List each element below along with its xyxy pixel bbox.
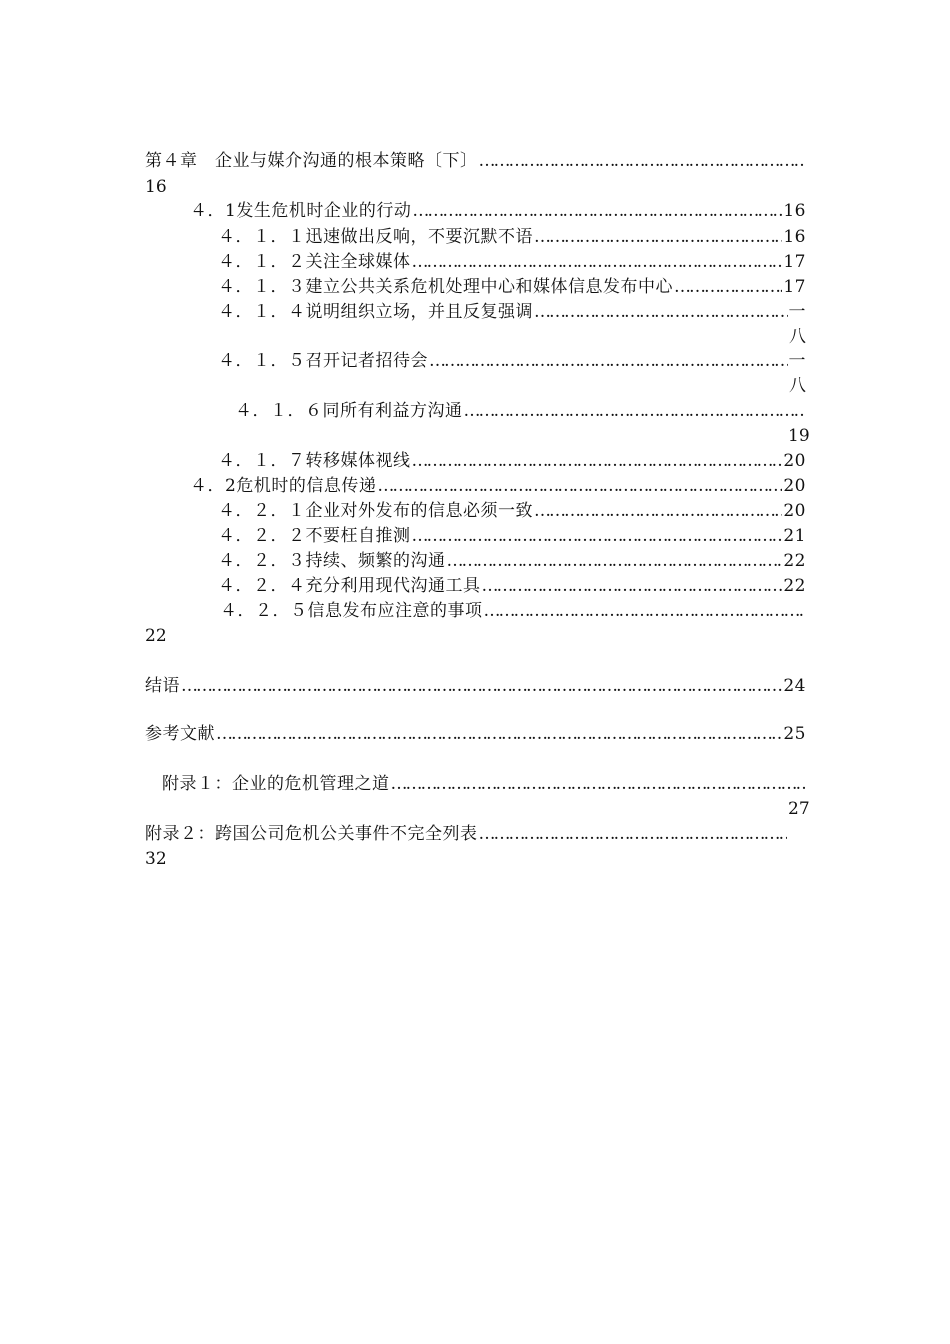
toc-entry-title: 第４章 企业与媒介沟通的根本策略〔下〕 (145, 151, 478, 171)
toc-page-number: 19 (788, 426, 810, 446)
toc-entry-title: 附录１：企业的危机管理之道 (162, 774, 390, 794)
toc-leader-dots (674, 276, 782, 298)
toc-page-number: 24 (783, 676, 806, 696)
toc-entry-4-2-3[interactable] (218, 550, 806, 572)
toc-page-number: 一 (788, 302, 806, 322)
toc-page-number: 22 (783, 576, 806, 596)
toc-page-number: 21 (783, 526, 806, 546)
toc-page-number-continued: 八 (789, 376, 806, 396)
toc-entry-title: ４．２．１企业对外发布的信息必须一致 (218, 501, 533, 521)
toc-entry-4-2-4[interactable] (218, 575, 806, 597)
toc-page-number: 22 (783, 551, 806, 571)
toc-leader-dots (484, 600, 806, 622)
toc-entry-title: ４．１．３建立公共关系危机处理中心和媒体信息发布中心 (218, 277, 673, 297)
toc-entry-4-2[interactable] (190, 475, 806, 497)
toc-page-number: 27 (788, 799, 810, 819)
toc-entry-title: 参考文献 (145, 724, 215, 744)
toc-entry-conclusion[interactable] (145, 675, 806, 697)
toc-leader-dots (464, 400, 806, 422)
toc-entry-title: 结语 (145, 676, 180, 696)
toc-page-number: 17 (783, 277, 806, 297)
toc-leader-dots (447, 550, 783, 572)
toc-entry-4-1-4[interactable] (218, 301, 806, 323)
toc-entry-title: ４．１．５召开记者招待会 (218, 351, 428, 371)
toc-page-number: 32 (145, 849, 167, 869)
toc-page-number: 16 (783, 201, 806, 221)
toc-page-number-continued: 八 (789, 327, 806, 347)
toc-entry-4-1-1[interactable] (218, 226, 806, 248)
toc-leader-dots (479, 150, 805, 172)
toc-entry-references[interactable] (145, 723, 806, 745)
toc-entry-title: ４．１．７转移媒体视线 (218, 451, 411, 471)
toc-entry-title: ４．１．４说明组织立场，并且反复强调 (218, 302, 533, 322)
toc-page-number: 17 (783, 252, 806, 272)
toc-entry-title: ４．２．５信息发布应注意的事项 (220, 601, 483, 621)
toc-leader-dots (391, 773, 806, 795)
toc-leader-dots (534, 500, 782, 522)
toc-page-number: 22 (145, 626, 167, 646)
toc-page-number: 20 (783, 451, 806, 471)
toc-leader-dots (482, 575, 783, 597)
toc-leader-dots (412, 251, 783, 273)
toc-entry-4-1-6[interactable] (235, 400, 806, 422)
toc-leader-dots (181, 675, 782, 697)
toc-leader-dots (534, 226, 782, 248)
toc-leader-dots (412, 450, 783, 472)
toc-entry-4-1-3[interactable] (218, 276, 806, 298)
toc-entry-title: ４．１．２关注全球媒体 (218, 252, 411, 272)
toc-entry-4-1-2[interactable] (218, 251, 806, 273)
toc-entry-title: ４．１．１迅速做出反响，不要沉默不语 (218, 227, 533, 247)
toc-entry-title: ４．２．２不要枉自推测 (218, 526, 411, 546)
toc-entry-title: ４．２．３持续、频繁的沟通 (218, 551, 446, 571)
toc-entry-chapter-4[interactable] (145, 150, 805, 172)
toc-entry-4-1-5[interactable] (218, 350, 806, 372)
toc-entry-4-2-2[interactable] (218, 525, 806, 547)
toc-entry-appendix-2[interactable] (145, 823, 788, 845)
toc-page-number: 25 (783, 724, 806, 744)
toc-leader-dots (412, 525, 783, 547)
toc-page-number: 16 (783, 227, 806, 247)
toc-page-number: 20 (783, 476, 806, 496)
toc-leader-dots (534, 301, 788, 323)
toc-entry-4-2-1[interactable] (218, 500, 806, 522)
toc-entry-title: ４．2危机时的信息传递 (190, 476, 377, 496)
toc-entry-title: ４．１．６同所有利益方沟通 (235, 401, 463, 421)
toc-page-number: 16 (145, 177, 167, 197)
toc-leader-dots (216, 723, 782, 745)
toc-leader-dots (429, 350, 788, 372)
toc-entry-title: ４．２．４充分利用现代沟通工具 (218, 576, 481, 596)
toc-page-number: 20 (783, 501, 806, 521)
toc-page-number: 一 (788, 351, 806, 371)
toc-leader-dots (377, 475, 782, 497)
toc-entry-4-2-5[interactable] (220, 600, 806, 622)
toc-leader-dots (412, 200, 782, 222)
toc-entry-4-1-7[interactable] (218, 450, 806, 472)
toc-entry-appendix-1[interactable] (162, 773, 806, 795)
toc-entry-title: 附录２：跨国公司危机公关事件不完全列表 (145, 824, 478, 844)
toc-entry-4-1[interactable] (190, 200, 806, 222)
toc-leader-dots (479, 823, 788, 845)
toc-entry-title: ４．1发生危机时企业的行动 (190, 201, 412, 221)
